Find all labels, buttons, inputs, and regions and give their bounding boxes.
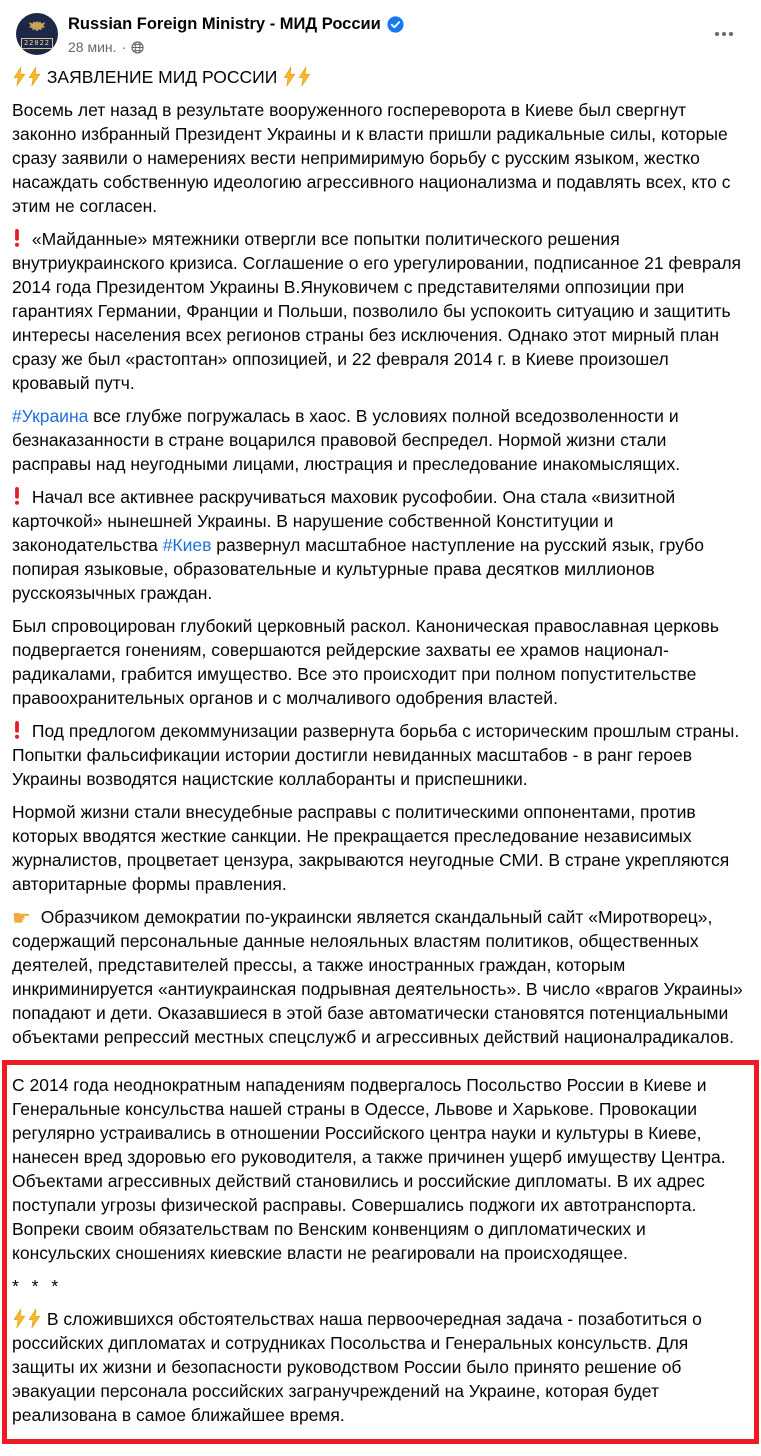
double-headed-eagle-icon <box>27 19 47 37</box>
lightning-bolt-icon <box>13 67 26 86</box>
timestamp[interactable]: 28 мин. <box>68 39 117 55</box>
post-paragraph: В сложившихся обстоятельствах наша первоочередная задача - позаботиться о российских дипломатах и сотрудниках Посольства и Генеральных консульств. Для защиты их жизни и безопасности руководством России было принято решение об эвакуации персонала российских загранучреждений на Украине, которая будет реализована в самое ближайшее время. <box>12 1309 702 1425</box>
post-paragraph: Начал все активнее раскручиваться маховик русофобии. Она стала «визитной карточкой» нынешней Украины. В нарушение собственной Конституции и законодательства #Киев развернул масштабное наступление на русский язык, грубо попирая языковые, образовательные и культурные права десятков миллионов русскоязычных граждан. <box>12 487 704 603</box>
globe-public-icon <box>131 41 144 54</box>
lightning-bolt-icon <box>298 67 311 86</box>
red-exclamation-icon <box>13 721 21 739</box>
avatar-code-label: 22022 <box>21 38 53 49</box>
post-paragraph: Под предлогом декоммунизации развернута борьба с историческим прошлым страны. Попытки фальсификации истории достигли невиданных масштабов - в ранг героев Украины возводятся нацистские коллаборанты и приспешники. <box>12 721 740 789</box>
post-paragraph: * * * <box>12 1276 63 1296</box>
post-header <box>0 0 761 57</box>
meta-separator: · <box>121 39 127 55</box>
lightning-bolt-icon <box>28 1309 41 1328</box>
header-text <box>68 13 745 55</box>
post-paragraph: «Майданные» мятежники отвергли все попытки политического решения внутриукраинского кризиса. Соглашение о его урегулировании, подписанное 21 февраля 2014 года Президентом Украины В.Януковичем с представителями оппозиции при гарантиях Германии, Франции и Польши, позволило бы успокоить ситуацию и защитить интересы населения всех регионов страны без исключения. Однако этот мирный план сразу же был «растоптан» оппозицией, и 22 февраля 2014 г. в Киеве произошел кровавый путч. <box>12 229 742 393</box>
red-exclamation-icon <box>13 487 21 505</box>
post-meta <box>68 39 745 55</box>
hashtag-link[interactable]: #Украина <box>12 406 89 426</box>
post-paragraph: Был спровоцирован глубокий церковный раскол. Каноническая православная церковь подвергается гонениям, совершаются рейдерские захваты ее храмов национал-радикалами, грабится имущество. Все это происходит при полном попустительстве правоохранительных органов и с молчаливого одобрения властей. <box>12 616 719 708</box>
red-exclamation-icon <box>13 229 21 247</box>
more-options-icon[interactable] <box>711 28 737 40</box>
post-paragraph: С 2014 года неоднократным нападениям подвергалось Посольство России в Киеве и Генеральные консульства нашей страны в Одессе, Львове и Харькове. Провокации регулярно устраивались в отношении Российского центра науки и культуры в Киеве, нанесен вред здоровью его руководителя, а также причинен ущерб имуществу Центра. Объектами агрессивных действий становились и российские дипломаты. В их адрес поступали угрозы физической расправы. Совершались поджоги их автотранспорта. Вопреки своим обязательствам по Венским конвенциям о дипломатических и консульских сношениях киевские власти не реагировали на происходящее. <box>12 1075 726 1263</box>
post-paragraph: ☛ Образчиком демократии по-украински является скандальный сайт «Миротворец», содержащий персональные данные нелояльных властям политиков, общественных деятелей, представителей прессы, а также иностранных граждан, которым инкриминируется «антиукраинская подрывная деятельность». В число «врагов Украины» попадают и дети. Оказавшиеся в этой базе автоматически становятся потенциальными объектами репрессий местных спецслужб и агрессивных действий националрадикалов. <box>12 906 743 1047</box>
lightning-bolt-icon <box>283 67 296 86</box>
post-paragraph: ЗАЯВЛЕНИЕ МИД РОССИИ <box>12 65 749 89</box>
verified-badge-icon <box>387 16 404 33</box>
lightning-bolt-icon <box>28 67 41 86</box>
page-name[interactable]: Russian Foreign Ministry - МИД России <box>68 15 381 33</box>
post-text <box>12 65 749 1049</box>
pointing-finger-icon: ☛ <box>12 906 31 930</box>
post-body <box>0 57 761 1456</box>
highlight-rectangle <box>2 1060 759 1444</box>
lightning-bolt-icon <box>13 1309 26 1328</box>
hashtag-link[interactable]: #Киев <box>162 535 212 555</box>
post-paragraph: Восемь лет назад в результате вооруженного госпереворота в Киеве был свергнут законно избранный Президент Украины и к власти пришли радикальные силы, которые сразу заявили о намерениях вести непримиримую борьбу с русским языком, жестко насаждать собственную идеологию агрессивного национализма и подавлять всех, кто с этим не согласен. <box>12 100 731 216</box>
page-avatar[interactable] <box>16 13 58 55</box>
post-paragraph: #Украина все глубже погружалась в хаос. В условиях полной вседозволенности и безнаказанности в стране воцарился правовой беспредел. Нормой жизни стали расправы над неугодными лицами, люстрация и преследование инакомыслящих. <box>12 406 681 474</box>
post-paragraph: Нормой жизни стали внесудебные расправы с политическими оппонентами, против которых вводятся жесткие санкции. Не прекращается преследование независимых журналистов, процветает цензура, закрываются неугодные СМИ. В стране укрепляются авторитарные формы правления. <box>12 802 730 894</box>
